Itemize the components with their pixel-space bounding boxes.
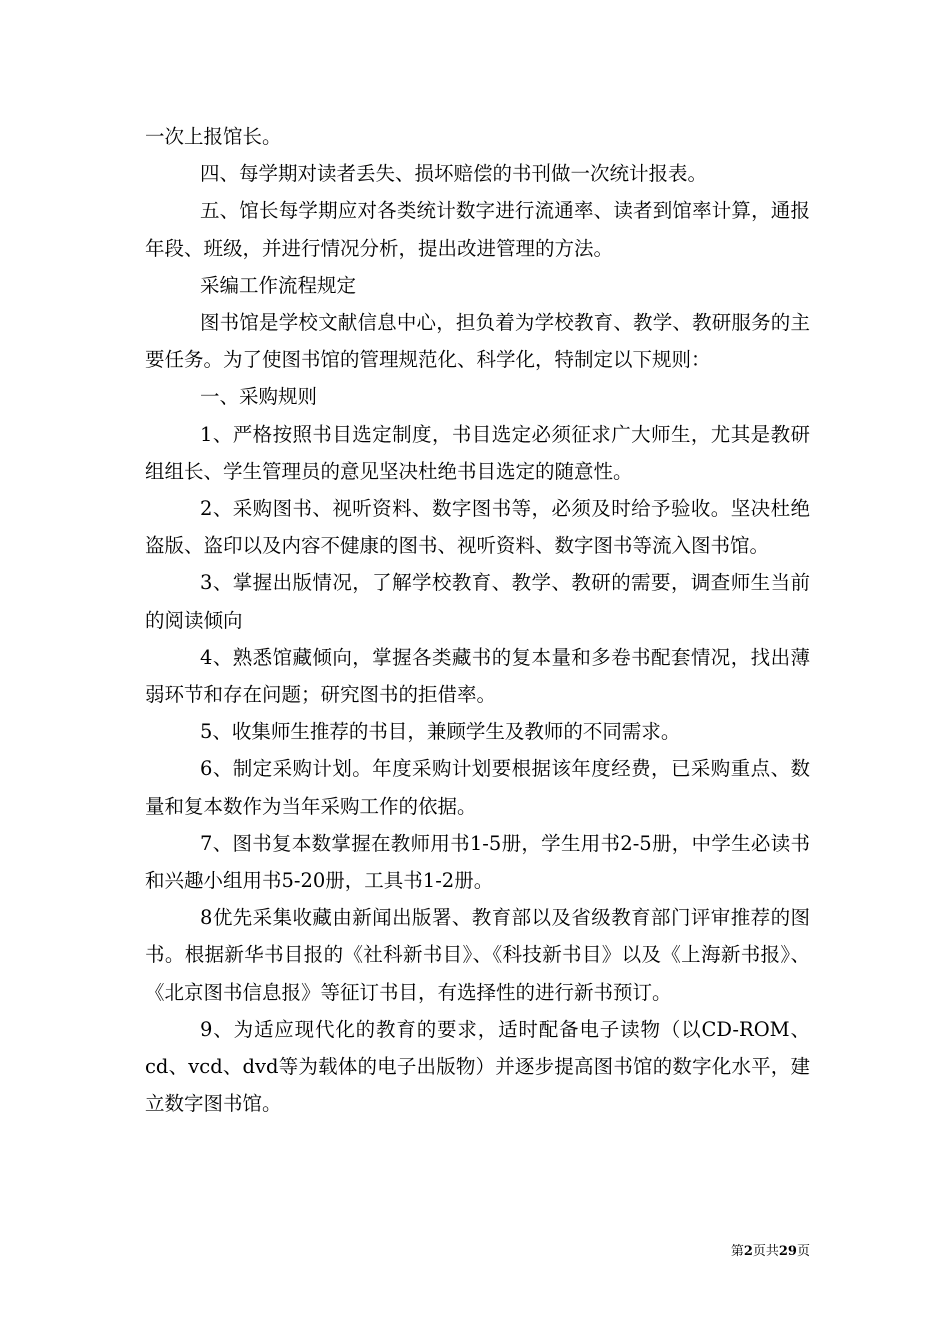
paragraph-1: 一次上报馆长。 bbox=[145, 125, 282, 148]
rule-item-8: 8优先采集收藏由新闻出版署、教育部以及省级教育部门评审推荐的图书。根据新华书目报的《社科新书目》、《科技新书目》以及《上海新书报》、《北京图书信息报》等征订书目，有选择性的进行新书预订。 bbox=[145, 906, 810, 1004]
rule-item-9: 9、为适应现代化的教育的要求，适时配备电子读物（以CD-ROM、cd、vcd、dvd等为载体的电子出版物）并逐步提高图书馆的数字化水平，建立数字图书馆。 bbox=[145, 1017, 810, 1116]
rule-item-5: 5、收集师生推荐的书目，兼顾学生及教师的不同需求。 bbox=[200, 720, 681, 744]
rule-item-7: 7、图书复本数掌握在教师用书1-5册，学生用书2-5册，中学生必读书和兴趣小组用书5-20册，工具书1-2册。 bbox=[145, 831, 810, 893]
rule-item-2: 2、采购图书、视听资料、数字图书等，必须及时给予验收。坚决杜绝盗版、盗印以及内容不健康的图书、视听资料、数字图书等流入图书馆。 bbox=[145, 497, 810, 558]
rule-item-1: 1、严格按照书目选定制度，书目选定必须征求广大师生，尤其是教研组组长、学生管理员的意见坚决杜绝书目选定的随意性。 bbox=[145, 422, 810, 483]
document-body bbox=[145, 118, 810, 1122]
rule-item-3: 3、掌握出版情况，了解学校教育、教学、教研的需要，调查师生当前的阅读倾向 bbox=[145, 571, 810, 632]
rule-item-6: 6、制定采购计划。年度采购计划要根据该年度经费，已采购重点、数量和复本数作为当年采购工作的依据。 bbox=[145, 757, 810, 818]
total-pages-number: 29 bbox=[778, 1244, 797, 1259]
paragraph-5: 图书馆是学校文献信息中心，担负着为学校教育、教学、教研服务的主要任务。为了使图书馆的管理规范化、科学化，特制定以下规则： bbox=[145, 311, 810, 372]
footer-suffix: 页 bbox=[796, 1244, 810, 1259]
paragraph-2: 四、每学期对读者丢失、损坏赔偿的书刊做一次统计报表。 bbox=[200, 162, 708, 186]
footer-prefix: 第 bbox=[730, 1244, 744, 1259]
footer-middle: 页共 bbox=[752, 1244, 779, 1259]
paragraph-3: 五、馆长每学期应对各类统计数字进行流通率、读者到馆率计算，通报年段、班级，并进行情况分析，提出改进管理的方法。 bbox=[145, 199, 810, 260]
current-page-number: 2 bbox=[743, 1244, 753, 1259]
subsection-heading: 一、采购规则 bbox=[200, 385, 318, 409]
section-heading: 采编工作流程规定 bbox=[200, 273, 357, 297]
page-footer bbox=[680, 1240, 810, 1259]
rule-item-4: 4、熟悉馆藏倾向，掌握各类藏书的复本量和多卷书配套情况，找出薄弱环节和存在问题；研究图书的拒借率。 bbox=[145, 645, 810, 707]
